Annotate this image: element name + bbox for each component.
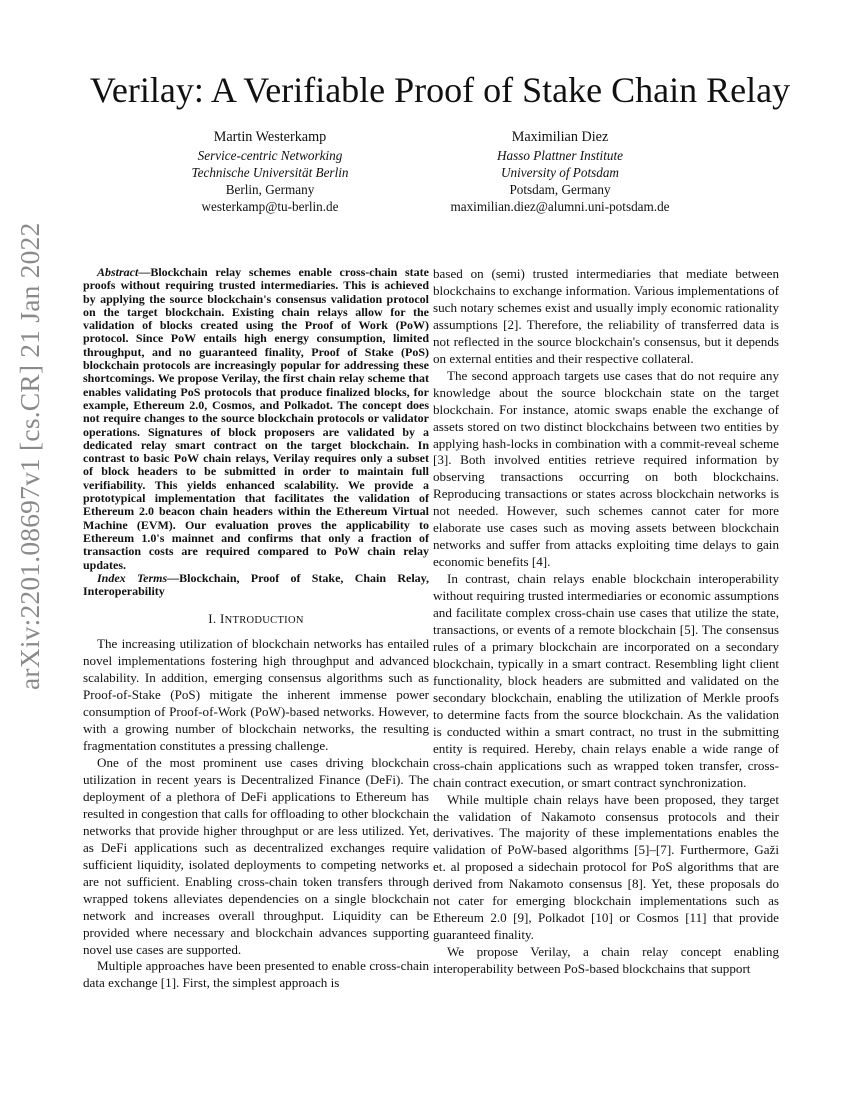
author-email: westerkamp@tu-berlin.de bbox=[201, 199, 339, 214]
paragraph: based on (semi) trusted intermediaries that mediate between blockchains to exchange information. Various implementations of such notary schemes exist and usually imply economic rationality assumptions [2]. Therefore, the reliability of transferred data is not reflected in the source blockchain's consensus, but it depends on external entities and their respective collateral. bbox=[433, 266, 779, 366]
paragraph: The increasing utilization of blockchain networks has entailed novel implementations fostering high throughput and advanced scalability. In addition, emerging consensus algorithms such as Proof-of-Stake (PoS) mitigate the inherent immense power consumption of Proof-of-Work (PoW)-based networks. However, with a growing number of blockchain networks, the resulting fragmentation constitutes a pressing challenge. bbox=[83, 636, 429, 754]
paragraph: While multiple chain relays have been proposed, they target the validation of Nakamoto consensus protocols and their derivatives. The majority of these implementations enables the validation of PoW-based algorithms [5]–[7]. Furthermore, Gaži et. al proposed a sidechain protocol for PoS algorithms that are derived from Nakamoto consensus [8]. Yet, these proposals do not cater for emerging blockchain implementations such as Ethereum 2.0 [9], Polkadot [10] or Cosmos [11] that provide guaranteed finality. bbox=[433, 791, 779, 943]
author-email: maximilian.diez@alumni.uni-potsdam.de bbox=[450, 199, 670, 214]
index-terms bbox=[83, 572, 429, 599]
author-department: Hasso Plattner Institute bbox=[496, 148, 623, 163]
abstract bbox=[83, 266, 429, 572]
paper-title: Verilay: A Verifiable Proof of Stake Chain Relay bbox=[89, 70, 791, 110]
author-block-1 bbox=[142, 128, 398, 215]
author-block-2 bbox=[432, 128, 688, 215]
author-location: Potsdam, Germany bbox=[509, 182, 611, 197]
paragraph: The second approach targets use cases that do not require any knowledge about the source blockchain state on the target blockchain. For instance, atomic swaps enable the exchange of assets stored on two distinct blockchains between two entities by applying hash-locks in combination with a commit-reveal scheme [3]. Both involved entities retrieve required information by observing transactions occurring on both blockchains. Reproducing transactions or states across blockchain networks is not needed. However, such schemes cannot cater for more elaborate use cases such as moving assets between blockchain networks and suffer from attacks exploiting time delays to gain economic benefits [4]. bbox=[433, 367, 779, 570]
section-heading bbox=[83, 611, 429, 630]
author-name: Maximilian Diez bbox=[511, 129, 609, 145]
author-location: Berlin, Germany bbox=[225, 182, 315, 197]
section-name: NTRODUCTION bbox=[224, 615, 304, 627]
index-terms-lead: Index Terms bbox=[97, 570, 168, 585]
left-column bbox=[83, 266, 429, 992]
author-institution: Technische Universität Berlin bbox=[191, 165, 349, 180]
paragraph: One of the most prominent use cases driving blockchain utilization in recent years is Decentralized Finance (DeFi). The deployment of a plethora of DeFi applications to Ethereum has resulted in congestion that calls for offloading to other blockchain networks that provide higher throughput or are less utilized. Yet, as DeFi applications such as decentralized exchanges require sufficient liquidity, isolated deployments to competing networks are not sufficient. Enabling cross-chain token transfers through wrapped tokens alleviates dependencies on a single blockchain network and increases overall throughput. Liquidity can be provided where necessary and blockchain advances supporting novel use cases are supported. bbox=[83, 755, 429, 957]
index-terms-text: —Blockchain, Proof of Stake, Chain Relay, Interoperability bbox=[83, 570, 429, 599]
paragraph: Multiple approaches have been presented to enable cross-chain data exchange [1]. First, the simplest approach is bbox=[83, 958, 429, 991]
author-department: Service-centric Networking bbox=[197, 148, 343, 163]
right-column bbox=[433, 266, 779, 978]
section-numeral: I. I bbox=[208, 611, 225, 627]
author-name: Martin Westerkamp bbox=[213, 129, 327, 145]
abstract-lead: Abstract bbox=[97, 265, 139, 279]
paragraph: We propose Verilay, a chain relay concept enabling interoperability between PoS-based blockchains that support bbox=[433, 944, 779, 977]
author-institution: University of Potsdam bbox=[501, 165, 619, 180]
abstract-text: —Blockchain relay schemes enable cross-chain state proofs without requiring trusted intermediaries. This is achieved by applying the source blockchain's consensus validation protocol on the target blockchain. Existing chain relays allow for the validation of blocks created using the Proof of Work (PoW) protocol. Since PoW entails high energy consumption, limited throughput, and no guaranteed finality, Proof of Stake (PoS) blockchain protocols are increasingly popular for addressing these shortcomings. We propose Verilay, the first chain relay scheme that enables validating PoS protocols that produce finalized blocks, for example, Ethereum 2.0, Cosmos, and Polkadot. The concept does not require changes to the source blockchain protocols or validator operations. Signatures of block proposers are validated by a dedicated relay smart contract on the target blockchain. In contrast to basic PoW chain relays, Verilay requires only a subset of block headers to be submitted in order to maintain full verifiability. This yields enhanced scalability. We provide a prototypical implementation that facilitates the validation of Ethereum 2.0 beacon chain headers within the Ethereum Virtual Machine (EVM). Our evaluation proves the applicability to Ethereum 1.0's mainnet and confirms that only a fraction of transaction costs are required compared to PoW chain relay updates. bbox=[83, 265, 429, 572]
paragraph: In contrast, chain relays enable blockchain interoperability without requiring trusted intermediaries or economic assumptions and facilitate complex cross-chain use cases that utilize the state, transactions, or events of a remote blockchain [5]. The consensus rules of a primary blockchain are incorporated on a secondary blockchain, typically in a smart contract. Resembling light client functionality, block headers are submitted and validated on the secondary blockchain, enabling the utilization of Merkle proofs to determine facts from the source blockchain. As the validation is conducted within a smart contract, no trust in the submitting entity is required. Hereby, chain relays enable a wide range of cross-chain applications such as wrapped token transfer, cross-chain contract execution, or smart contract synchronization. bbox=[433, 571, 779, 790]
arxiv-identifier: arXiv:2201.08697v1 [cs.CR] 21 Jan 2022 bbox=[14, 222, 45, 690]
